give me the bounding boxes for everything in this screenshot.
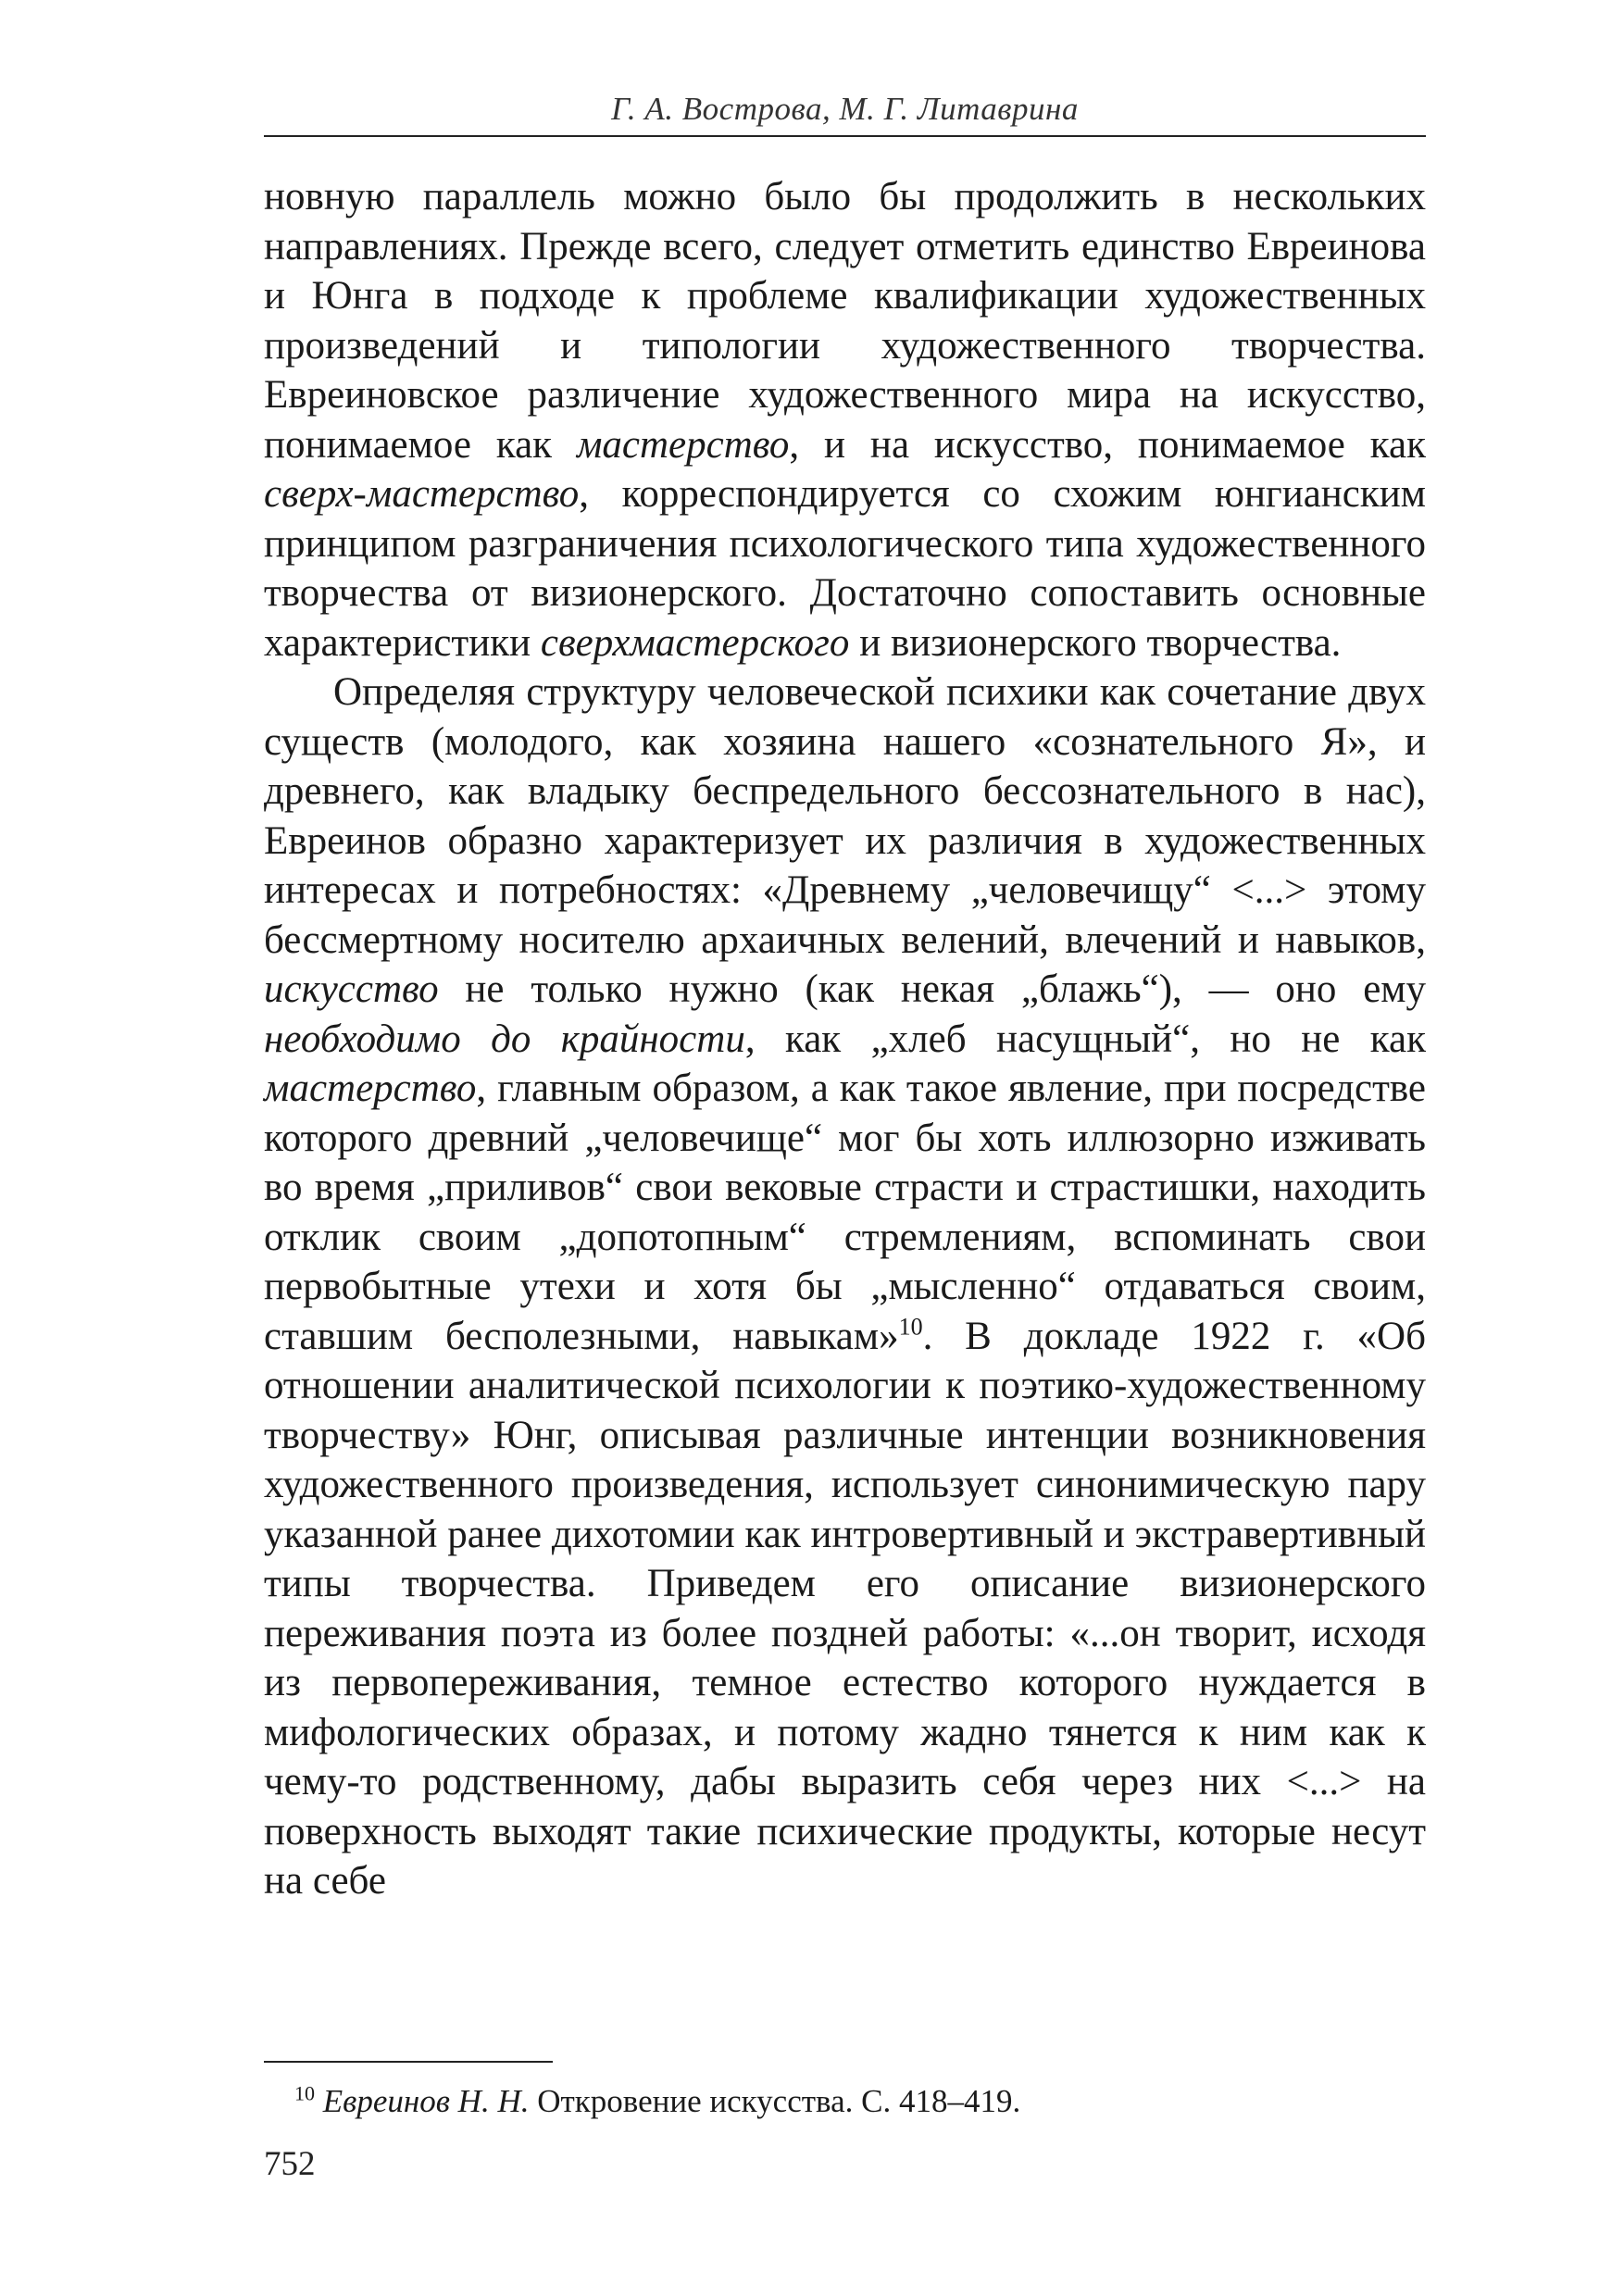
paragraph-1-text-3: , корреспондируется со схожим юнгианским принципом разграничения психологического типа художественного творчества от визионерского. Достаточно сопоставить основные характеристики (264, 472, 1426, 665)
footnote (294, 2081, 1405, 2122)
footnote-reference[interactable]: 10 (898, 1313, 923, 1341)
paragraph-1-text-1: новную параллель можно было бы продолжить в нескольких направлениях. Прежде всего, следует отметить единство Евреинова и Юнга в подходе к проблеме квалификации художественных произведений и типологии художественного творчества. Евреиновское различение художественного мира на искусство, понимаемое как (264, 175, 1426, 467)
paragraph-1-emphasis-1: мастерство (576, 422, 790, 467)
footnote-rule (264, 2061, 553, 2063)
body-text (264, 172, 1426, 1906)
running-head: Г. А. Вострова, М. Г. Литаврина (611, 91, 1079, 127)
paragraph-2-text-1: Определяя структуру человеческой психики как сочетание двух существ (молодого, как хозяина нашего «сознательного Я», и древнего, как владыку беспредельного бессознательного в нас), Евреинов образно характеризует их различия в художественных интересах и потребностях: «Древнему „человечищу“ <...> этому бессмертному носителю архаичных велений, влечений и навыков, (264, 670, 1426, 962)
footnote-text: Откровение искусства. С. 418–419. (529, 2083, 1021, 2119)
footnote-author: Евреинов Н. Н. (322, 2083, 530, 2119)
paragraph-2 (264, 668, 1426, 1906)
paragraph-1-text-4: и визионерского творчества. (849, 620, 1342, 665)
paragraph-1-emphasis-3: сверхмастерского (540, 620, 850, 665)
paragraph-1 (264, 172, 1426, 668)
footnote-number: 10 (294, 2081, 315, 2105)
header-rule (264, 135, 1426, 137)
page-number: 752 (264, 2145, 316, 2183)
paragraph-2-emphasis-1: искусство (264, 967, 439, 1011)
paragraph-2-text-5: . В докладе 1922 г. «Об отношении аналитической психологии к поэтико-художественному творчеству» Юнг, описывая различные интенции возникновения художественного произведения, использует синонимическую пару указанной ранее дихотомии как интровертивный и экстравертивный типы творчества. Приведем его описание визионерского переживания поэта из более поздней работы: «...он творит, исходя из первопереживания, темное естество которого нуждается в мифологических образах, и потому жадно тянется к ним как к чему-то родственному, дабы выразить себя через них <...> на поверхность выходят такие психические продукты, которые несут на себе (264, 1314, 1426, 1903)
paragraph-1-emphasis-2: сверх-мастерство (264, 472, 580, 516)
paragraph-1-text-2: , и на искусство, понимаемое как (789, 422, 1426, 467)
paragraph-2-text-3: , как „хлеб насущный“, но не как (744, 1017, 1426, 1061)
paragraph-2-text-4: , главным образом, а как такое явление, при посредстве которого древний „человечище“ мог бы хоть иллюзорно изживать во время „приливов“ свои вековые страсти и страстишки, находить отклик своим „допотопным“ стремлениям, вспоминать свои первобытные утехи и хотя бы „мысленно“ отдаваться своим, ставшим бесполезными, навыкам» (264, 1067, 1426, 1358)
paragraph-2-emphasis-3: мастерство (264, 1067, 477, 1110)
paragraph-2-emphasis-2: необходимо до крайности (264, 1017, 745, 1061)
paragraph-2-text-2: не только нужно (как некая „блажь“), — оно ему (438, 967, 1426, 1011)
